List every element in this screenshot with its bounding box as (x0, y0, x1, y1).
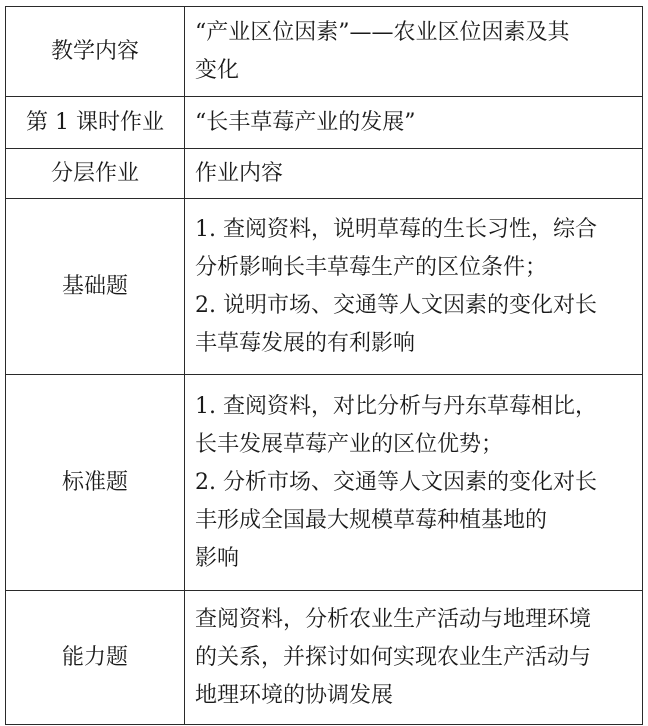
row-label-tiered-assignment: 分层作业 (6, 149, 185, 199)
table-row-standard-questions (6, 375, 643, 591)
content-line: 查阅资料，分析农业生产活动与地理环境 (195, 606, 592, 632)
table-row-lesson-assignment (6, 97, 643, 149)
content-line: 变化 (195, 57, 240, 83)
content-line: “长丰草莓产业的发展” (195, 109, 416, 135)
content-line: 的关系，并探讨如何实现农业生产活动与 (195, 644, 592, 670)
assignment-table (5, 6, 643, 725)
content-line: 1. 查阅资料，说明草莓的生长习性，综合 (195, 216, 597, 242)
table-row-ability-questions (6, 591, 643, 725)
content-line: 长丰发展草莓产业的区位优势； (195, 431, 504, 457)
row-label-standard-questions: 标准题 (6, 375, 185, 591)
row-label-ability-questions: 能力题 (6, 591, 185, 725)
row-content-tiered-assignment (185, 149, 643, 199)
row-label-teaching-content: 教学内容 (6, 7, 185, 97)
row-content-teaching-content (185, 7, 643, 97)
content-line: 影响 (195, 545, 240, 571)
content-line: 丰形成全国最大规模草莓种植基地的 (195, 507, 548, 533)
content-line: 地理环境的协调发展 (195, 682, 394, 708)
content-line: 丰草莓发展的有利影响 (195, 330, 416, 356)
row-content-basic-questions (185, 199, 643, 375)
content-line: 作业内容 (195, 160, 284, 186)
row-content-lesson-assignment (185, 97, 643, 149)
table-row-basic-questions (6, 199, 643, 375)
content-line: 1. 查阅资料，对比分析与丹东草莓相比， (195, 393, 597, 419)
row-label-lesson-assignment: 第 1 课时作业 (6, 97, 185, 149)
content-line: 分析影响长丰草莓生产的区位条件； (195, 254, 548, 280)
row-content-standard-questions (185, 375, 643, 591)
table-row-tiered-assignment (6, 149, 643, 199)
table-row-teaching-content (6, 7, 643, 97)
content-line: 2. 分析市场、交通等人文因素的变化对长 (195, 469, 597, 495)
row-label-basic-questions: 基础题 (6, 199, 185, 375)
content-line: “产业区位因素”——农业区位因素及其 (195, 19, 570, 45)
content-line: 2. 说明市场、交通等人文因素的变化对长 (195, 292, 597, 318)
row-content-ability-questions (185, 591, 643, 725)
